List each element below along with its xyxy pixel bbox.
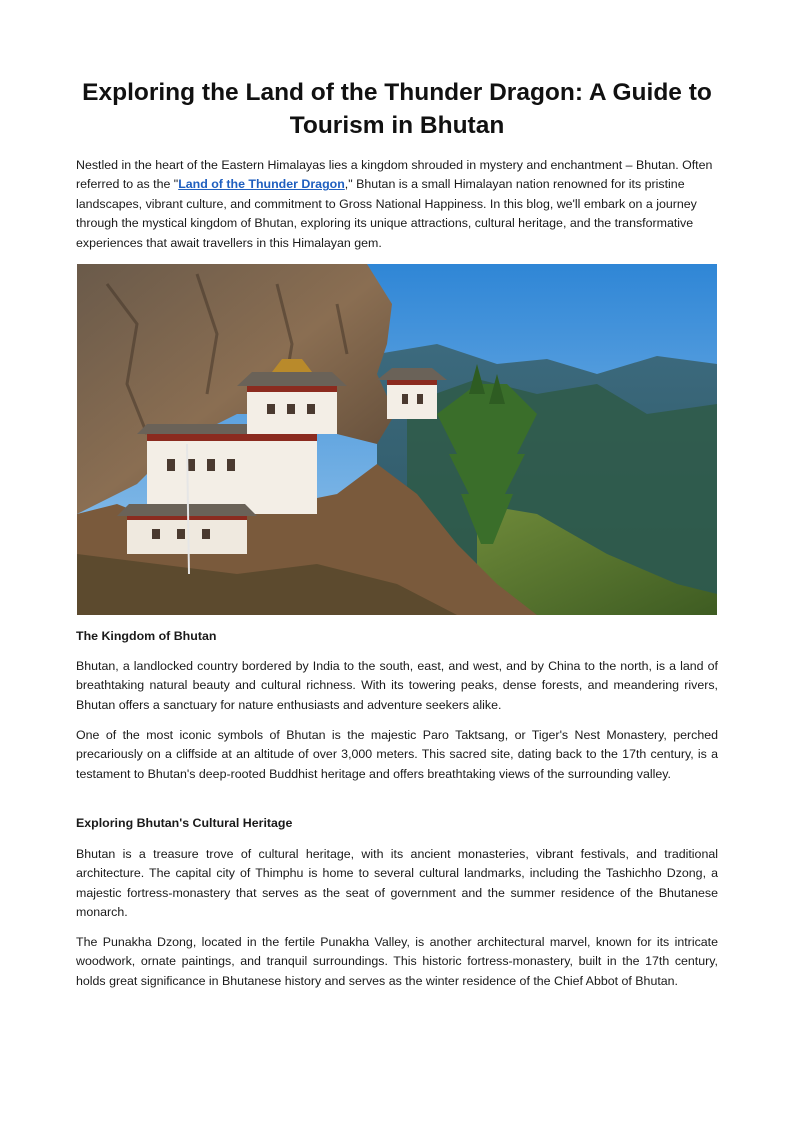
section-heading-kingdom: The Kingdom of Bhutan: [76, 629, 217, 643]
tigers-nest-monastery-photo: [77, 264, 717, 615]
kingdom-paragraph-1: Bhutan, a landlocked country bordered by India to the south, east, and west, and by China to the north, is a land of breathtaking natural beauty and cultural richness. With its towering peaks, dense forests, and meandering rivers, Bhutan offers a sanctuary for nature enthusiasts and adventure seekers alike.: [76, 659, 718, 712]
thunder-dragon-link[interactable]: Land of the Thunder Dragon: [178, 177, 345, 192]
intro-text-after: ," Bhutan is a small Himalayan nation renowned for its pristine landscapes, vibrant culture, and commitment to Gross National Happiness. In this blog, we'll embark on a journey through the mystical kingdom of Bhutan, exploring its unique attractions, cultural heritage, and the transformative experiences that await travellers in this Himalayan gem.: [76, 177, 697, 250]
page-title: Exploring the Land of the Thunder Dragon: A Guide to Tourism in Bhutan: [82, 79, 712, 139]
intro-paragraph: [76, 156, 718, 253]
heritage-paragraph-2: The Punakha Dzong, located in the fertile Punakha Valley, is another architectural marvel, known for its intricate woodwork, ornate paintings, and tranquil surroundings. This historic fortress-monastery, built in the 17th century, holds great significance in Bhutanese history and serves as the winter residence of the Chief Abbot of Bhutan.: [76, 935, 718, 988]
kingdom-paragraph-2: One of the most iconic symbols of Bhutan is the majestic Paro Taktsang, or Tiger's Nest Monastery, perched precariously on a cliffside at an altitude of over 3,000 meters. This sacred site, dating back to the 17th century, is a testament to Bhutan's deep-rooted Buddhist heritage and offers breathtaking views of the surrounding valley.: [76, 728, 718, 781]
intro-text-before: Nestled in the heart of the Eastern Himalayas lies a kingdom shrouded in mystery and enchantment – Bhutan. Often referred to as the ": [76, 158, 713, 192]
heritage-paragraph-1: Bhutan is a treasure trove of cultural heritage, with its ancient monasteries, vibrant festivals, and traditional architecture. The capital city of Thimphu is home to several cultural landmarks, including the Tashichho Dzong, a majestic fortress-monastery that serves as the seat of government and the summer residence of the Bhutanese monarch.: [76, 847, 718, 920]
section-heading-cultural-heritage: Exploring Bhutan's Cultural Heritage: [76, 816, 293, 830]
